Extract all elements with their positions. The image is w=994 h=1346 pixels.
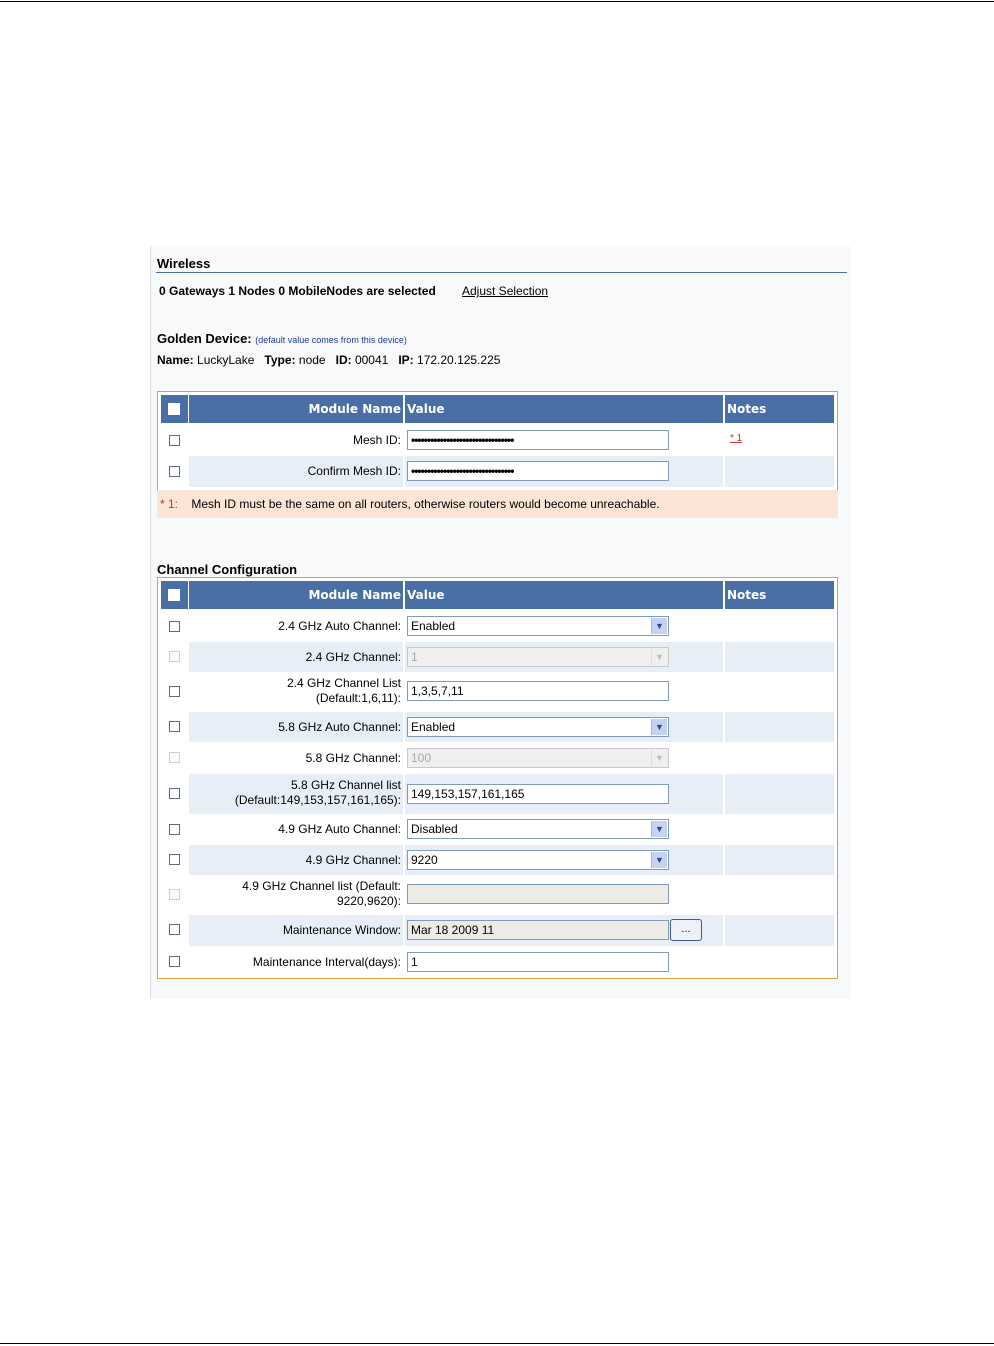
chevron-down-icon: ▼: [651, 649, 667, 665]
maintenance-interval-input[interactable]: 1: [407, 952, 669, 972]
channel-24-label: 2.4 GHz Channel:: [305, 650, 401, 664]
confirm-mesh-id-label: Confirm Mesh ID:: [307, 464, 401, 478]
channel-list-24-input[interactable]: 1,3,5,7,11: [407, 681, 669, 701]
auto-channel-58-label: 5.8 GHz Auto Channel:: [278, 720, 401, 734]
auto-channel-24-value: Enabled: [411, 619, 456, 633]
table-row: [158, 642, 837, 672]
table-row: [158, 814, 837, 845]
table-row: [158, 946, 837, 977]
notes-header: Notes: [725, 581, 834, 609]
mesh-id-footnote: [157, 490, 838, 518]
row-checkbox[interactable]: [169, 466, 180, 477]
module-name-header: Module Name: [189, 395, 403, 423]
row-checkbox[interactable]: [169, 435, 180, 446]
maintenance-window-input[interactable]: Mar 18 2009 11: [407, 920, 669, 940]
wireless-title-underline: [156, 272, 847, 273]
channel-24-value: 1: [411, 650, 418, 664]
row-checkbox: [169, 752, 180, 763]
date-picker-button[interactable]: ...: [670, 919, 702, 941]
row-checkbox[interactable]: [169, 854, 180, 865]
chevron-down-icon[interactable]: ▼: [651, 618, 667, 634]
page-bottom-rule: [0, 1343, 994, 1344]
footnote-text: Mesh ID must be the same on all routers, otherwise routers would become unreachable.: [191, 497, 660, 511]
table-row: [158, 875, 837, 915]
channel-58-label: 5.8 GHz Channel:: [305, 751, 401, 765]
row-checkbox[interactable]: [169, 621, 180, 632]
channel-list-49-label: [189, 879, 401, 909]
value-header: Value: [405, 395, 723, 423]
channel-list-24-label-line2: (Default:1,6,11):: [315, 691, 401, 705]
table-row: [158, 456, 837, 487]
row-checkbox: [169, 889, 180, 900]
type-label: Type:: [264, 353, 296, 367]
select-all-checkbox[interactable]: [168, 589, 180, 601]
device-name: LuckyLake: [197, 353, 255, 367]
channel-list-49-label-line1: 4.9 GHz Channel list (Default:: [242, 879, 401, 893]
footnote-marker: * 1:: [160, 497, 179, 511]
golden-device-heading: [157, 331, 407, 346]
channel-header-select-cell: [161, 581, 188, 609]
name-label: Name:: [157, 353, 194, 367]
id-label: ID:: [335, 353, 352, 367]
row-checkbox[interactable]: [169, 924, 180, 935]
row-checkbox[interactable]: [169, 721, 180, 732]
selection-summary: 0 Gateways 1 Nodes 0 MobileNodes are selected: [159, 284, 436, 298]
auto-channel-49-select[interactable]: [407, 819, 669, 839]
channel-58-select: [407, 748, 669, 768]
channel-24-select: [407, 647, 669, 667]
wireless-title: Wireless: [157, 256, 211, 271]
auto-channel-24-label: 2.4 GHz Auto Channel:: [278, 619, 401, 633]
auto-channel-49-value: Disabled: [411, 822, 458, 836]
chevron-down-icon: ▼: [651, 750, 667, 766]
adjust-selection-link[interactable]: Adjust Selection: [462, 284, 549, 298]
chevron-down-icon[interactable]: ▼: [651, 852, 667, 868]
table-row: [158, 672, 837, 712]
table-row: [158, 774, 837, 814]
mesh-id-note-link[interactable]: * 1: [730, 433, 743, 444]
golden-device-label: Golden Device:: [157, 331, 252, 346]
maintenance-window-label: Maintenance Window:: [282, 923, 401, 937]
auto-channel-58-value: Enabled: [411, 720, 456, 734]
table-row: [158, 915, 837, 946]
row-checkbox[interactable]: [169, 824, 180, 835]
mesh-id-input[interactable]: ••••••••••••••••••••••••••••••••: [407, 430, 669, 450]
auto-channel-24-select[interactable]: [407, 616, 669, 636]
table-row: [158, 425, 837, 456]
row-checkbox[interactable]: [169, 686, 180, 697]
module-name-header: Module Name: [189, 581, 403, 609]
channel-list-58-label-line2: (Default:149,153,157,161,165):: [234, 793, 401, 807]
wireless-config-panel: [150, 246, 851, 999]
mesh-id-label: Mesh ID:: [352, 433, 401, 447]
mesh-header-select-cell: [161, 395, 188, 423]
select-all-checkbox[interactable]: [168, 403, 180, 415]
mesh-table: [157, 391, 838, 492]
channel-config-title: Channel Configuration: [157, 562, 298, 577]
channel-49-label: 4.9 GHz Channel:: [305, 853, 401, 867]
confirm-mesh-id-input[interactable]: ••••••••••••••••••••••••••••••••: [407, 461, 669, 481]
golden-device-hint: (default value comes from this device): [255, 335, 407, 345]
channel-58-value: 100: [411, 751, 432, 765]
auto-channel-58-select[interactable]: [407, 717, 669, 737]
table-row: [158, 712, 837, 742]
value-header: Value: [405, 581, 723, 609]
channel-list-49-label-line2: 9220,9620):: [336, 894, 401, 908]
row-checkbox[interactable]: [169, 956, 180, 967]
row-checkbox[interactable]: [169, 788, 180, 799]
channel-list-58-label: [189, 778, 401, 808]
table-row: [158, 742, 837, 774]
device-type: node: [298, 353, 326, 367]
channel-list-58-input[interactable]: 149,153,157,161,165: [407, 784, 669, 804]
page-top-rule: [0, 1, 994, 2]
row-checkbox: [169, 651, 180, 662]
channel-list-24-label: [189, 676, 401, 706]
table-row: [158, 845, 837, 875]
chevron-down-icon[interactable]: ▼: [651, 719, 667, 735]
channel-49-value: 9220: [411, 853, 438, 867]
channel-table: [157, 577, 838, 979]
channel-list-24-label-line1: 2.4 GHz Channel List: [286, 676, 401, 690]
channel-49-select[interactable]: [407, 850, 669, 870]
maintenance-interval-label: Maintenance Interval(days):: [252, 955, 401, 969]
channel-list-49-input: [407, 884, 669, 904]
chevron-down-icon[interactable]: ▼: [651, 821, 667, 837]
notes-header: Notes: [725, 395, 834, 423]
auto-channel-49-label: 4.9 GHz Auto Channel:: [278, 822, 401, 836]
ip-label: IP:: [398, 353, 414, 367]
device-ip: 172.20.125.225: [417, 353, 501, 367]
device-info: [157, 353, 500, 367]
channel-list-58-label-line1: 5.8 GHz Channel list: [290, 778, 401, 792]
table-row: [158, 611, 837, 642]
device-id: 00041: [354, 353, 389, 367]
